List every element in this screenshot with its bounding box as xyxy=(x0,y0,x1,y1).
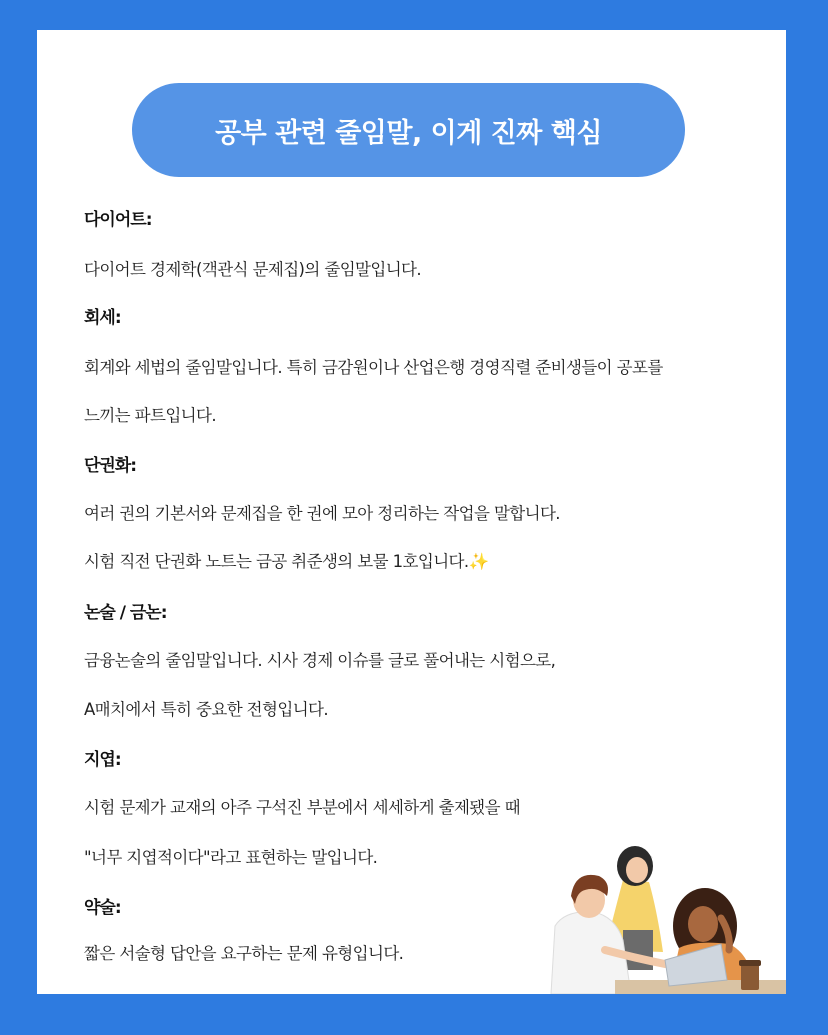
term-diet: 다이어트: xyxy=(84,210,152,230)
term-short-answer: 약술: xyxy=(84,898,121,918)
definition-single-volume-line-1: 여러 권의 기본서와 문제집을 한 권에 모아 정리하는 작업을 말합니다. xyxy=(84,504,560,523)
definition-short-answer-line-1: 짧은 서술형 답안을 요구하는 문제 유형입니다. xyxy=(84,944,404,963)
page-title: 공부 관련 줄임말, 이게 진짜 핵심 xyxy=(215,117,602,149)
students-studying-illustration xyxy=(545,840,786,994)
definition-diet-line-1: 다이어트 경제학(객관식 문제집)의 줄임말입니다. xyxy=(84,260,422,279)
definition-trivial-line-1: 시험 문제가 교재의 아주 구석진 부분에서 세세하게 출제됐을 때 xyxy=(84,798,520,817)
definition-single-volume-line-2 xyxy=(84,548,488,572)
definition-essay-line-2: A매치에서 특히 중요한 전형입니다. xyxy=(84,700,329,719)
term-essay: 논술 / 금논: xyxy=(84,603,167,623)
definition-trivial-line-2: "너무 지엽적이다"라고 표현하는 말입니다. xyxy=(84,848,378,867)
definition-accounting-tax-line-1: 회계와 세법의 줄임말입니다. 특히 금감원이나 산업은행 경영직렬 준비생들이 공포를 xyxy=(84,358,663,377)
definition-single-volume-line-2-text: 시험 직전 단권화 노트는 금공 취준생의 보물 1호입니다. xyxy=(84,552,469,571)
title-banner xyxy=(132,83,685,177)
sparkle-icon: ✨ xyxy=(468,552,489,571)
term-accounting-tax: 회세: xyxy=(84,308,121,328)
term-single-volume: 단권화: xyxy=(84,456,137,476)
definition-essay-line-1: 금융논술의 줄임말입니다. 시사 경제 이슈를 글로 풀어내는 시험으로, xyxy=(84,651,556,670)
content-card xyxy=(37,30,786,994)
definition-accounting-tax-line-2: 느끼는 파트입니다. xyxy=(84,406,217,425)
term-trivial: 지엽: xyxy=(84,750,121,770)
